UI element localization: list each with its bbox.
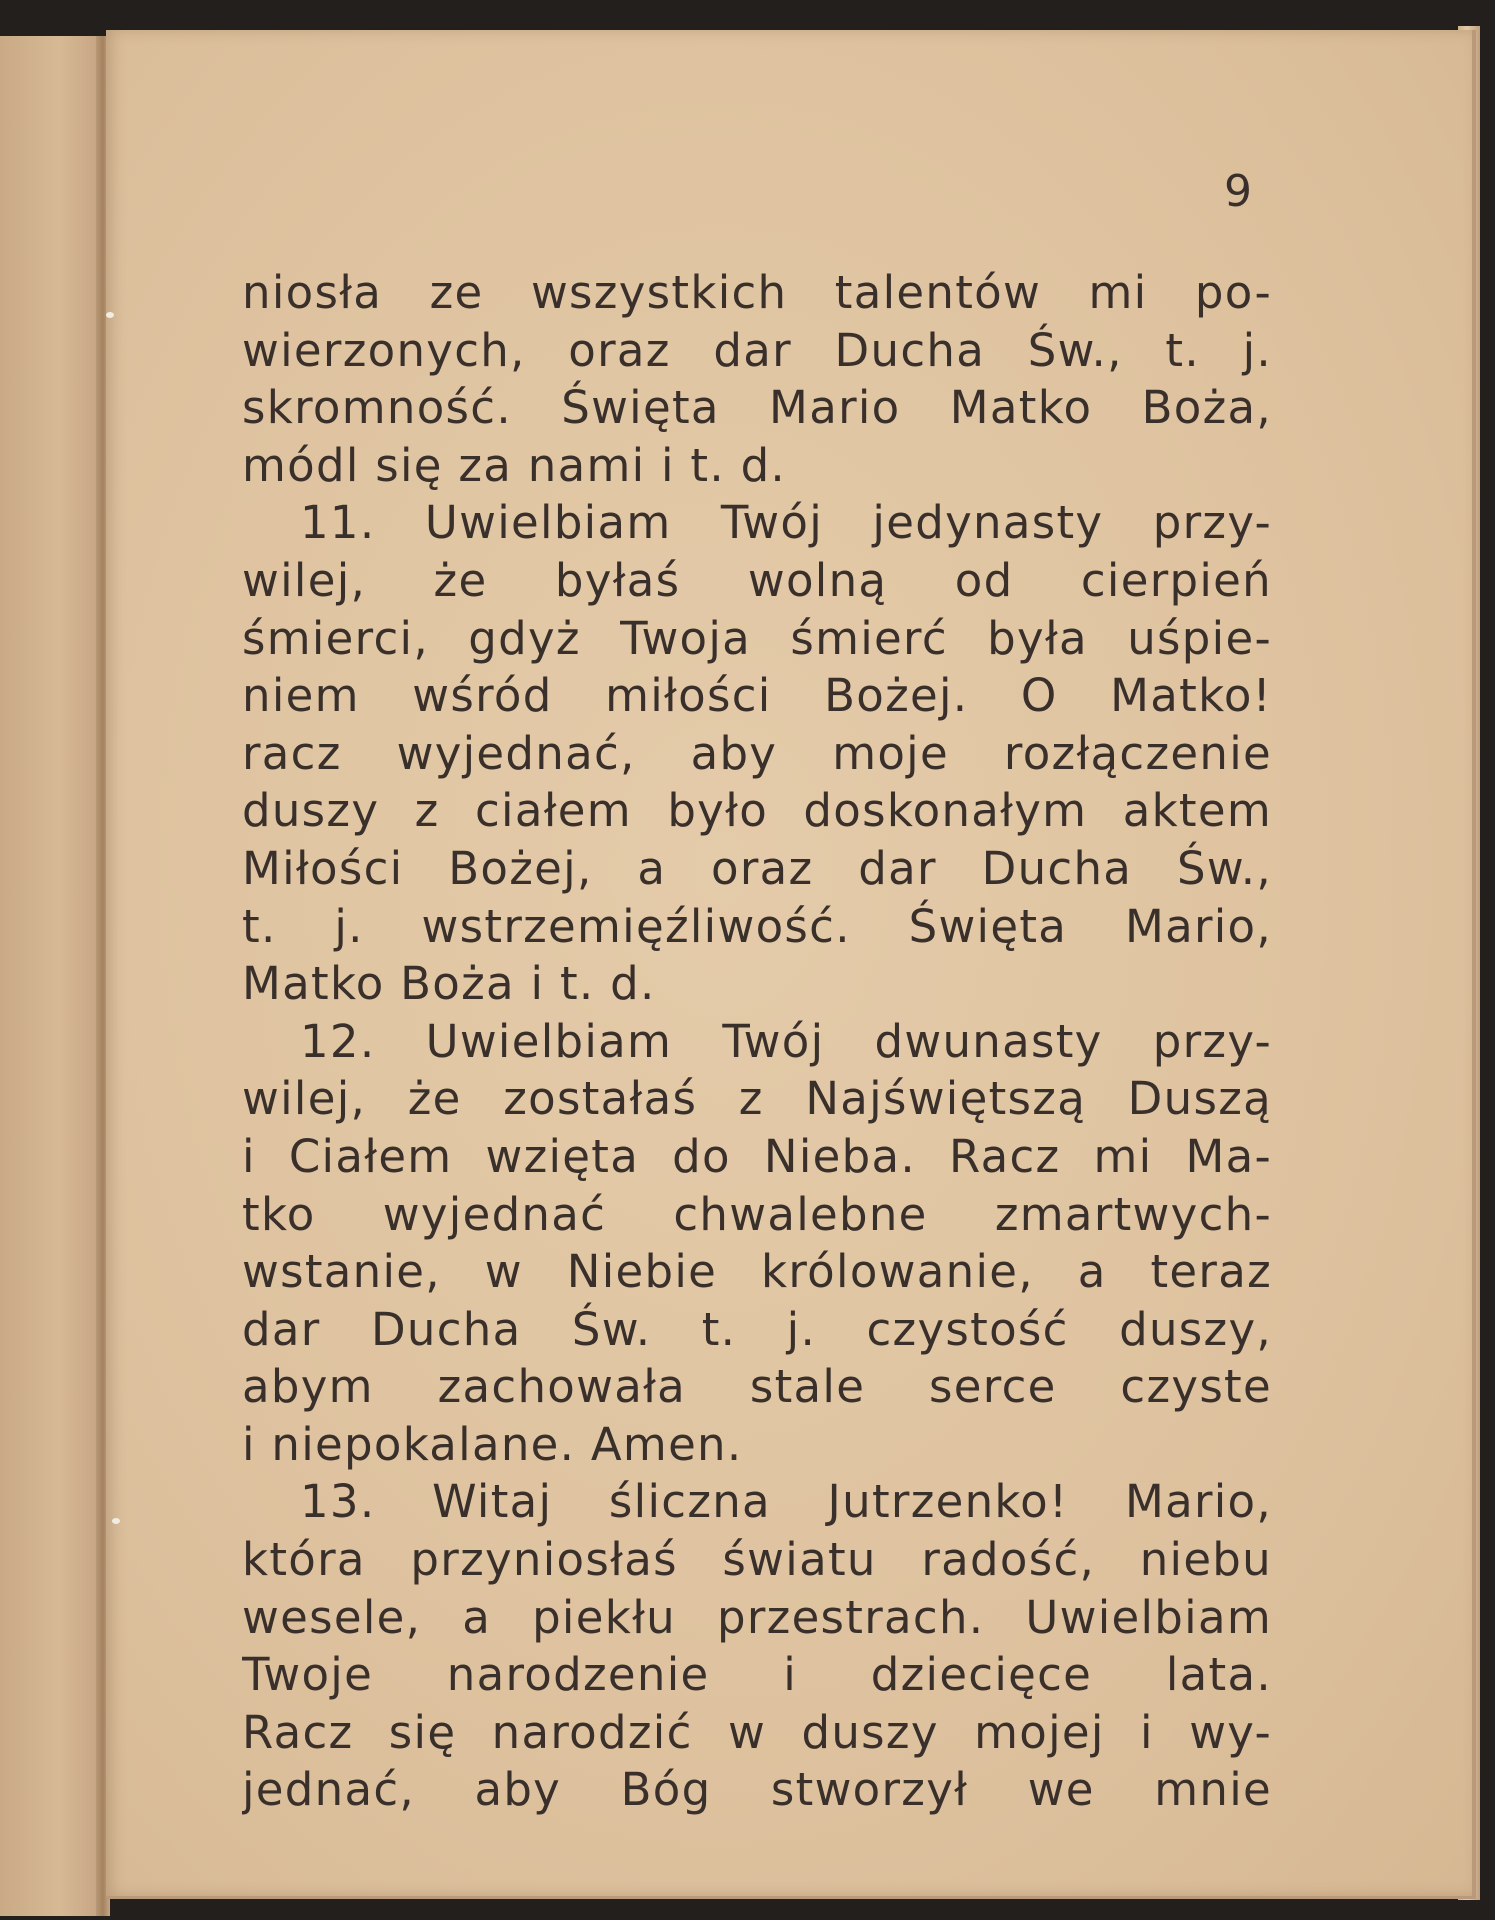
text-line: duszy z ciałem było doskonałym aktem [242, 784, 1272, 838]
text-line: śmierci, gdyż Twoja śmierć była uśpie- [242, 611, 1272, 665]
text-line: Racz się narodzić w duszy mojej i wy- [242, 1705, 1272, 1759]
text-line: wesele, a piekłu przestrach. Uwielbiam [242, 1590, 1272, 1644]
text-line: racz wyjednać, aby moje rozłączenie [242, 726, 1272, 780]
text-line: jednać, aby Bóg stworzył we mnie [242, 1763, 1272, 1817]
text-line: Matko Boża i t. d. [242, 957, 656, 1011]
text-line: Miłości Bożej, a oraz dar Ducha Św., [242, 841, 1272, 895]
text-line: wierzonych, oraz dar Ducha Św., t. j. [242, 323, 1272, 377]
text-line: módl się za nami i t. d. [242, 438, 787, 492]
text-line: i niepokalane. Amen. [242, 1417, 743, 1471]
text-line: niem wśród miłości Bożej. O Matko! [242, 669, 1272, 723]
binding-hole-top [106, 312, 114, 318]
text-line: wilej, że zostałaś z Najświętszą Duszą [242, 1072, 1272, 1126]
text-line: wilej, że byłaś wolną od cierpień [242, 553, 1272, 607]
text-line: abym zachowała stale serce czyste [242, 1360, 1272, 1414]
text-line: dar Ducha Św. t. j. czystość duszy, [242, 1302, 1272, 1356]
text-line: niosła ze wszystkich talentów mi po- [242, 266, 1272, 319]
facing-page-edge [0, 36, 110, 1916]
text-line: Twoje narodzenie i dziecięce lata. [242, 1648, 1272, 1702]
text-line: i Ciałem wzięta do Nieba. Racz mi Ma- [242, 1129, 1272, 1183]
text-line: t. j. wstrzemięźliwość. Święta Mario, [242, 899, 1272, 953]
text-line: wstanie, w Niebie królowanie, a teraz [242, 1245, 1272, 1299]
text-line: tko wyjednać chwalebne zmartwych- [242, 1187, 1272, 1241]
binding-hole-bottom [112, 1518, 120, 1524]
page-number: 9 [1224, 166, 1252, 217]
text-line: 12. Uwielbiam Twój dwunasty przy- [300, 1014, 1272, 1068]
body-text [242, 264, 1272, 1819]
text-line: 13. Witaj śliczna Jutrzenko! Mario, [300, 1475, 1272, 1529]
text-line: 11. Uwielbiam Twój jedynasty przy- [300, 496, 1272, 550]
text-line: skromność. Święta Mario Matko Boża, [242, 381, 1272, 435]
text-line: która przyniosłaś światu radość, niebu [242, 1533, 1272, 1587]
